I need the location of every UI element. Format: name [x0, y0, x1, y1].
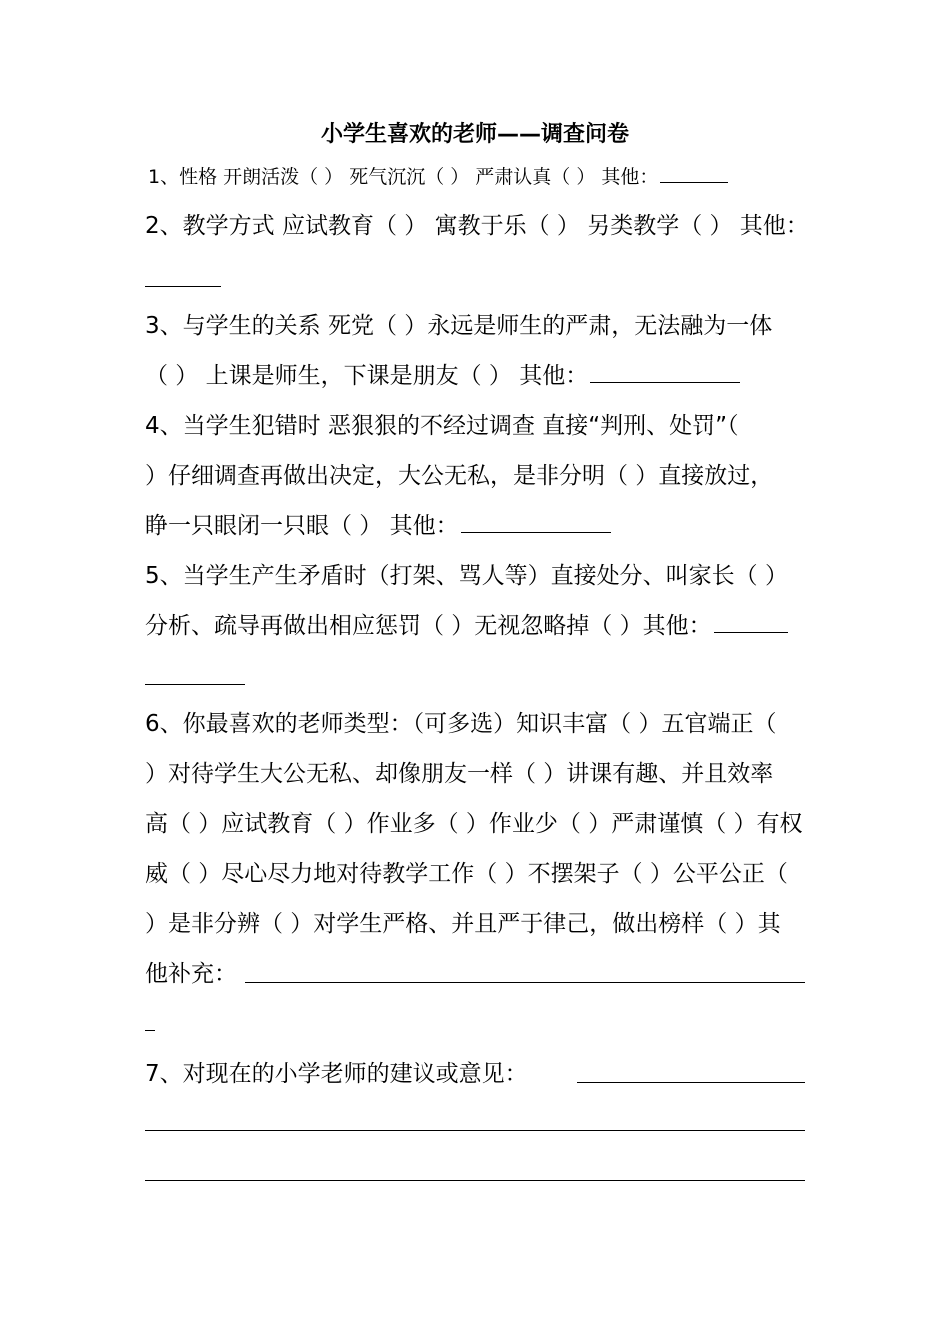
question-6-cont-5 — [145, 958, 237, 990]
question-4-text: 4、当学生犯错时 恶狠狠的不经过调查 直接“判刑、处罚”（ — [145, 413, 739, 439]
survey-title: 小学生喜欢的老师——调查问卷 — [320, 122, 629, 147]
answer-blank[interactable] — [145, 1030, 155, 1031]
answer-blank[interactable] — [577, 1082, 805, 1083]
answer-blank[interactable] — [145, 286, 221, 287]
question-6-text-cont: ）对待学生大公无私、却像朋友一样（ ）讲课有趣、并且效率 — [145, 761, 774, 787]
question-2 — [145, 210, 809, 242]
question-6 — [145, 708, 776, 740]
question-6-cont-3 — [145, 858, 788, 890]
answer-blank[interactable] — [145, 684, 245, 685]
question-6-text-cont-5: 他补充： — [145, 961, 237, 987]
question-6-cont — [145, 758, 773, 790]
question-2-text: 2、教学方式 应试教育（ ） 寓教于乐（ ） 另类教学（ ） 其他： — [145, 213, 809, 239]
question-6-text: 6、你最喜欢的老师类型：（可多选）知识丰富（ ）五官端正（ — [145, 711, 777, 737]
answer-blank[interactable] — [461, 510, 611, 533]
question-4-text-cont-2: 睁一只眼闭一只眼（ ） 其他： — [145, 513, 459, 539]
question-1 — [148, 160, 728, 193]
question-5 — [145, 560, 788, 592]
question-3-text: 3、与学生的关系 死党（ ）永远是师生的严肃，无法融为一体 — [145, 313, 773, 339]
question-4-cont-2 — [145, 510, 611, 542]
answer-line[interactable] — [145, 1130, 805, 1131]
question-4-cont — [145, 460, 773, 492]
answer-blank[interactable] — [245, 982, 805, 983]
question-4 — [145, 410, 739, 442]
question-3 — [145, 310, 772, 342]
question-5-cont — [145, 610, 788, 642]
answer-blank[interactable] — [714, 610, 788, 633]
answer-line[interactable] — [145, 1180, 805, 1181]
answer-blank[interactable] — [660, 160, 728, 183]
question-6-text-cont-3: 威（ ）尽心尽力地对待教学工作（ ）不摆架子（ ）公平公正（ — [145, 861, 788, 887]
question-6-text-cont-4: ）是非分辨（ ）对学生严格、并且严于律己，做出榜样（ ）其 — [145, 911, 781, 937]
question-3-cont — [145, 360, 740, 392]
question-7 — [145, 1058, 528, 1090]
question-3-text-cont: （ ） 上课是师生，下课是朋友（ ） 其他： — [145, 363, 589, 389]
question-4-text-cont: ）仔细调查再做出决定，大公无私，是非分明（ ）直接放过， — [145, 463, 774, 489]
question-1-text: 1、性格 开朗活泼（ ） 死气沉沉（ ） 严肃认真（ ） 其他： — [148, 166, 659, 188]
question-5-text-cont: 分析、疏导再做出相应惩罚（ ）无视忽略掉（ ）其他： — [145, 613, 712, 639]
question-5-text: 5、当学生产生矛盾时（打架、骂人等）直接处分、叫家长（ ） — [145, 563, 788, 589]
question-6-cont-4 — [145, 908, 781, 940]
answer-blank[interactable] — [590, 360, 740, 383]
question-6-text-cont-2: 高（ ）应试教育（ ）作业多（ ）作业少（ ）严肃谨慎（ ）有权 — [145, 811, 803, 837]
question-6-cont-2 — [145, 808, 803, 840]
question-7-text: 7、对现在的小学老师的建议或意见： — [145, 1061, 528, 1087]
